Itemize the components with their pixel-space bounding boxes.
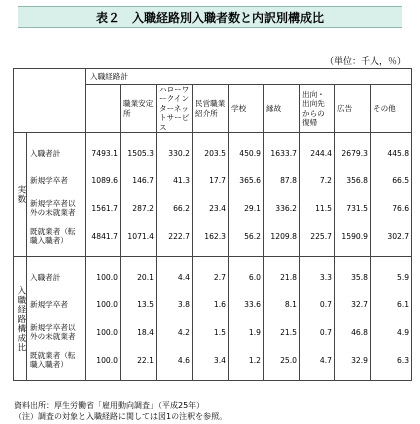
value-cell: 46.8 (335, 318, 371, 346)
value-cell: 87.8 (264, 167, 300, 194)
header-col-minei: 民営職業紹介所 (193, 85, 229, 133)
value-cell: 3.8 (157, 291, 193, 318)
header-group-row (14, 69, 412, 85)
value-cell: 100.0 (86, 318, 121, 346)
value-cell: 244.4 (300, 140, 335, 167)
value-cell: 32.7 (335, 291, 371, 318)
header-blank (86, 85, 121, 133)
spacer-cell (229, 133, 264, 141)
header-group-label: 入職経路計 (86, 69, 412, 85)
value-cell: 11.5 (300, 194, 335, 222)
value-cell: 356.8 (335, 167, 371, 194)
spacer-cell (27, 257, 86, 265)
value-cell: 0.7 (300, 291, 335, 318)
spacer-cell (157, 257, 193, 265)
value-cell: 1505.3 (121, 140, 157, 167)
table-row (14, 318, 412, 346)
spacer-cell (157, 374, 193, 381)
value-cell: 66.5 (371, 167, 412, 194)
value-cell: 18.4 (121, 318, 157, 346)
value-cell: 365.6 (229, 167, 264, 194)
spacer-cell (193, 133, 229, 141)
value-cell: 23.4 (193, 194, 229, 222)
value-cell: 731.5 (335, 194, 371, 222)
section-spacer (14, 374, 412, 381)
section-label: 実数 (14, 133, 27, 257)
value-cell: 7.2 (300, 167, 335, 194)
spacer-cell (121, 257, 157, 265)
section-spacer (14, 257, 412, 265)
value-cell: 35.8 (335, 264, 371, 291)
spacer-cell (264, 257, 300, 265)
spacer-cell (335, 133, 371, 141)
value-cell: 4.4 (157, 264, 193, 291)
header-col-shukko: 出向・出向先からの復帰 (300, 85, 335, 133)
header-col-shokugyo: 職業安定所 (121, 85, 157, 133)
value-cell: 21.5 (264, 318, 300, 346)
spacer-cell (300, 257, 335, 265)
spacer-cell (229, 374, 264, 381)
row-label: 新規学卒者 (27, 167, 86, 194)
spacer-cell (335, 374, 371, 381)
value-cell: 222.7 (157, 222, 193, 250)
spacer-cell (300, 133, 335, 141)
value-cell: 76.6 (371, 194, 412, 222)
spacer-cell (121, 374, 157, 381)
value-cell: 1633.7 (264, 140, 300, 167)
table-row (14, 140, 412, 167)
value-cell: 287.2 (121, 194, 157, 222)
spacer-cell (157, 133, 193, 141)
value-cell: 66.2 (157, 194, 193, 222)
value-cell: 3.4 (193, 346, 229, 374)
header-col-enko: 縁故 (264, 85, 300, 133)
table-row (14, 222, 412, 250)
data-table (13, 68, 412, 381)
unit-label: （単位：千人，％） (324, 57, 406, 67)
value-cell: 20.1 (121, 264, 157, 291)
header-col-gakko: 学校 (229, 85, 264, 133)
row-label: 入職者計 (27, 140, 86, 167)
value-cell: 445.8 (371, 140, 412, 167)
value-cell: 1.2 (229, 346, 264, 374)
value-cell: 6.1 (371, 291, 412, 318)
value-cell: 203.5 (193, 140, 229, 167)
value-cell: 17.7 (193, 167, 229, 194)
value-cell: 13.5 (121, 291, 157, 318)
table-row (14, 167, 412, 194)
header-col-sonota: その他 (371, 85, 412, 133)
value-cell: 330.2 (157, 140, 193, 167)
row-label: 既就業者（転職入職者） (27, 222, 86, 250)
row-label: 入職者計 (27, 264, 86, 291)
spacer-cell (371, 257, 412, 265)
value-cell: 100.0 (86, 264, 121, 291)
spacer-cell (121, 133, 157, 141)
value-cell: 56.2 (229, 222, 264, 250)
value-cell: 33.6 (229, 291, 264, 318)
value-cell: 4.6 (157, 346, 193, 374)
value-cell: 29.1 (229, 194, 264, 222)
row-label: 既就業者（転職入職者） (27, 346, 86, 374)
value-cell: 8.1 (264, 291, 300, 318)
value-cell: 1089.6 (86, 167, 121, 194)
value-cell: 3.3 (300, 264, 335, 291)
spacer-cell (264, 374, 300, 381)
value-cell: 25.0 (264, 346, 300, 374)
value-cell: 1.9 (229, 318, 264, 346)
value-cell: 4.7 (300, 346, 335, 374)
value-cell: 336.2 (264, 194, 300, 222)
spacer-cell (27, 133, 86, 141)
value-cell: 0.7 (300, 318, 335, 346)
spacer-cell (335, 257, 371, 265)
value-cell: 146.7 (121, 167, 157, 194)
value-cell: 302.7 (371, 222, 412, 250)
value-cell: 100.0 (86, 346, 121, 374)
table-title: 表２ 入職経路別入職者数と内訳別構成比 (18, 6, 402, 28)
spacer-cell (371, 133, 412, 141)
value-cell: 22.1 (121, 346, 157, 374)
table-row (14, 194, 412, 222)
value-cell: 41.3 (157, 167, 193, 194)
section-label: 入職経路構成比 (14, 257, 27, 381)
value-cell: 1.5 (193, 318, 229, 346)
value-cell: 21.8 (264, 264, 300, 291)
header-col-hellowork: ハローワークインターネットサービス (157, 85, 193, 133)
value-cell: 1561.7 (86, 194, 121, 222)
value-cell: 32.9 (335, 346, 371, 374)
table-row (14, 346, 412, 374)
spacer-cell (86, 374, 121, 381)
value-cell: 4841.7 (86, 222, 121, 250)
table-row (14, 264, 412, 291)
source-note: 資料出所：厚生労働省「雇用動向調査」（平成25年） (14, 401, 205, 410)
footnote: （注）調査の対象と入職経路に関しては図1の注釈を参照。 (14, 412, 228, 421)
spacer-cell (371, 374, 412, 381)
row-label: 新規学卒者以外の未就業者 (27, 194, 86, 222)
value-cell: 1.6 (193, 291, 229, 318)
value-cell: 1590.9 (335, 222, 371, 250)
value-cell: 6.3 (371, 346, 412, 374)
spacer-cell (229, 257, 264, 265)
value-cell: 162.3 (193, 222, 229, 250)
spacer-cell (264, 133, 300, 141)
corner-cell (14, 69, 86, 133)
row-label: 新規学卒者 (27, 291, 86, 318)
spacer-cell (193, 374, 229, 381)
row-label: 新規学卒者以外の未就業者 (27, 318, 86, 346)
spacer-cell (86, 257, 121, 265)
section-spacer (14, 133, 412, 141)
value-cell: 2.7 (193, 264, 229, 291)
value-cell: 4.2 (157, 318, 193, 346)
table-row (14, 291, 412, 318)
spacer-cell (27, 374, 86, 381)
spacer-cell (86, 133, 121, 141)
value-cell: 7493.1 (86, 140, 121, 167)
value-cell: 1071.4 (121, 222, 157, 250)
spacer-cell (193, 257, 229, 265)
value-cell: 1209.8 (264, 222, 300, 250)
header-col-kokoku: 広告 (335, 85, 371, 133)
value-cell: 5.9 (371, 264, 412, 291)
value-cell: 4.9 (371, 318, 412, 346)
value-cell: 6.0 (229, 264, 264, 291)
value-cell: 100.0 (86, 291, 121, 318)
value-cell: 225.7 (300, 222, 335, 250)
spacer-cell (300, 374, 335, 381)
value-cell: 2679.3 (335, 140, 371, 167)
value-cell: 450.9 (229, 140, 264, 167)
